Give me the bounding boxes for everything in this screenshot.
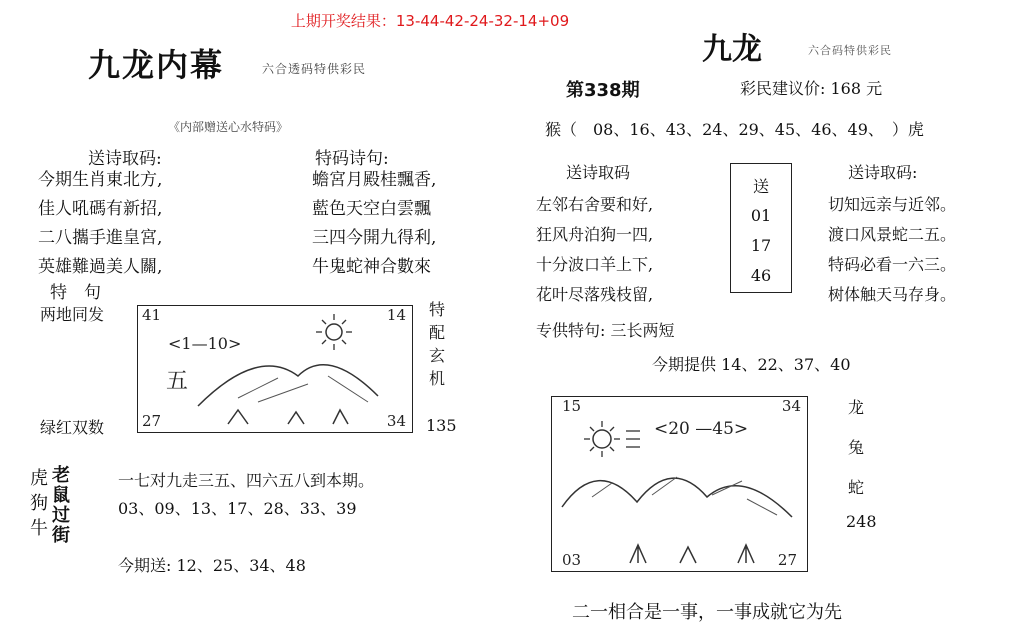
box-char-wu: 五	[166, 369, 189, 394]
left-hint-line: 一七对九走三五、四六五八到本期。	[118, 471, 375, 490]
left-header-send: 送诗取码:	[88, 149, 162, 169]
box-range: <20 —45>	[654, 419, 749, 439]
left-drawing-box	[137, 305, 413, 433]
right-header-send-1: 送诗取码	[566, 163, 631, 182]
box-corner-br: 34	[386, 412, 406, 430]
send-number: 01	[750, 206, 772, 225]
poem-line: 十分波口羊上下,	[536, 255, 654, 274]
box-corner-tl: 15	[562, 397, 582, 415]
zodiac-column-2: 老鼠过街	[52, 465, 70, 546]
box-corner-tr: 14	[386, 306, 406, 324]
poem-line: 蟾宮月殿桂飄香,	[312, 170, 437, 190]
box-corner-tr: 34	[781, 397, 801, 415]
poem-line: 左邻右舍要和好,	[536, 195, 654, 214]
left-note: 《内部赠送心水特码》	[168, 120, 289, 134]
poem-line: 特码必看一六三。	[828, 255, 957, 274]
left-poem-col1	[38, 166, 162, 282]
poem-line: 英雄難過美人關,	[38, 257, 163, 277]
special-sentence: 专供特句: 三长两短	[536, 321, 675, 340]
right-poem-col1	[536, 190, 653, 310]
last-draw-banner: 上期开奖结果：13-44-42-24-32-14+09	[290, 12, 570, 30]
poem-line: 今期生肖東北方,	[38, 170, 163, 190]
poem-line: 三四今開九得利,	[312, 228, 437, 248]
number-135: 135	[426, 416, 457, 435]
right-poem-col2	[828, 190, 956, 310]
monkey-tiger-line: 猴（ 08、16、43、24、29、45、46、49、 ）虎	[545, 120, 924, 139]
poem-line: 牛鬼蛇神合數來	[312, 257, 431, 277]
poem-line: 二八攜手進皇宮,	[38, 228, 163, 248]
send-box-title: 送	[752, 177, 769, 196]
issue-number: 第338期	[566, 80, 640, 101]
poem-line: 佳人吼碼有新招,	[38, 199, 163, 219]
left-number-line: 03、09、13、17、28、33、39	[118, 499, 357, 518]
right-header-send-2: 送诗取码:	[848, 163, 918, 182]
poem-line: 花叶尽落残枝留,	[536, 285, 654, 304]
right-drawing-box	[551, 396, 808, 572]
poem-line: 狂风舟泊狗一四,	[536, 225, 654, 244]
left-subtitle: 六合透码特供彩民	[262, 62, 367, 76]
right-title: 九龙	[702, 32, 762, 67]
left-send-line: 今期送: 12、25、34、48	[118, 556, 306, 575]
poem-line: 切知远亲与近邻。	[828, 195, 957, 214]
number-248: 248	[846, 512, 877, 531]
box-corner-tl: 41	[142, 306, 162, 324]
zodiac-column-1: 虎狗牛	[30, 468, 48, 539]
bottom-slogan: 二一相合是一事，一事成就它为先	[572, 602, 842, 623]
right-subtitle: 六合码特供彩民	[808, 44, 892, 57]
send-numbers-box	[730, 163, 792, 293]
box-corner-br: 27	[777, 551, 797, 569]
poem-line: 藍色天空白雲飄	[312, 199, 431, 219]
special-sentence-label: 特 句	[50, 283, 101, 303]
poem-line: 树体触天马存身。	[828, 285, 957, 304]
liang-di-label: 两地同发	[40, 305, 105, 324]
send-number: 46	[750, 266, 772, 285]
left-title: 九龙内幕	[88, 46, 225, 84]
suggested-price: 彩民建议价: 168 元	[740, 79, 883, 98]
zodiac-vertical: 龙兔蛇	[848, 398, 865, 497]
lv-hong-label: 绿红双数	[40, 418, 105, 437]
box-corner-bl: 27	[142, 412, 162, 430]
left-poem-col2	[312, 166, 436, 282]
special-vertical-text: 特配玄机	[428, 300, 445, 388]
box-range: <1—10>	[168, 334, 242, 353]
today-provide: 今期提供 14、22、37、40	[652, 355, 851, 374]
poem-line: 渡口风景蛇二五。	[828, 225, 957, 244]
send-number: 17	[750, 236, 772, 255]
left-header-special: 特码诗句:	[315, 149, 389, 169]
box-corner-bl: 03	[562, 551, 582, 569]
